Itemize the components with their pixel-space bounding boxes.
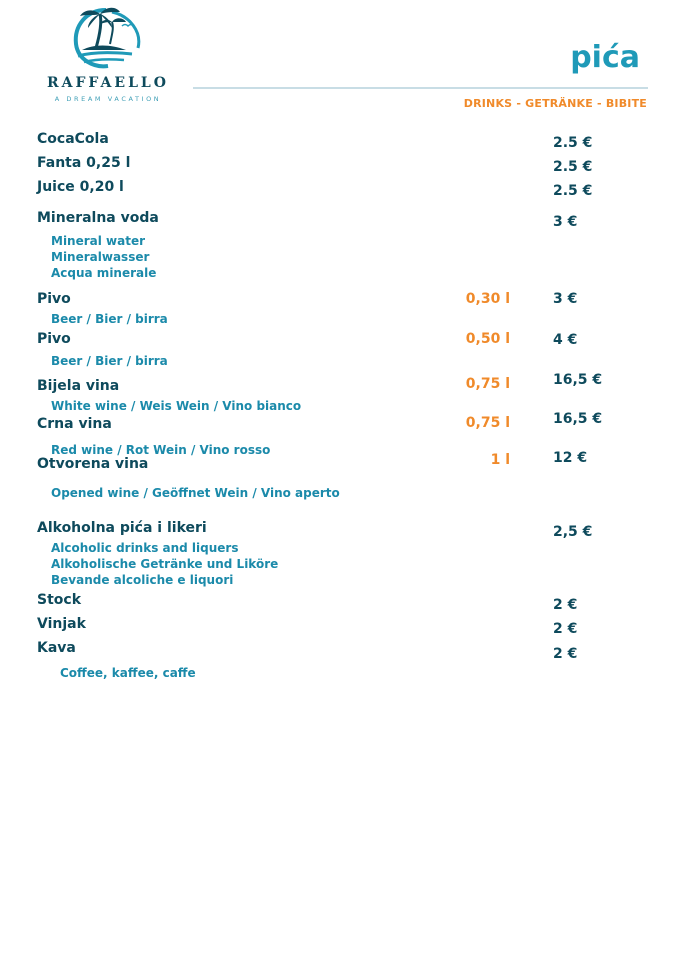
item-price-pivo-large: 4 €: [553, 332, 578, 348]
item-price-juice: 2.5 €: [553, 183, 593, 199]
item-sub-open-wine: Opened wine / Geöffnet Wein / Vino aperto: [51, 486, 340, 500]
item-volume-open-wine: 1 l: [490, 452, 510, 468]
item-sub-white-wine: White wine / Weis Wein / Vino bianco: [51, 399, 302, 413]
item-name-kava: Kava: [37, 640, 76, 656]
item-name-pivo-large: Pivo: [37, 331, 71, 347]
item-name-pivo-small: Pivo: [37, 291, 71, 307]
item-name-white-wine: Bijela vina: [37, 378, 120, 394]
item-price-open-wine: 12 €: [553, 450, 588, 466]
item-name-mineral: Mineralna voda: [37, 210, 159, 226]
header-divider: [193, 87, 648, 89]
item-price-red-wine: 16,5 €: [553, 411, 603, 427]
item-sub-mineral-de: Mineralwasser: [51, 250, 150, 264]
item-volume-pivo-large: 0,50 l: [465, 331, 510, 347]
item-sub-pivo-large: Beer / Bier / birra: [51, 354, 168, 368]
item-price-kava: 2 €: [553, 646, 578, 662]
item-price-cocacola: 2.5 €: [553, 135, 593, 151]
item-price-mineral: 3 €: [553, 214, 578, 230]
item-name-cocacola: CocaCola: [37, 131, 109, 147]
item-sub-alcohol-de: Alkoholische Getränke und Liköre: [51, 557, 279, 571]
item-sub-alcohol-en: Alcoholic drinks and liquers: [51, 541, 239, 555]
raffaello-logo: [38, 4, 178, 104]
item-price-stock: 2 €: [553, 597, 578, 613]
item-sub-mineral-it: Acqua minerale: [51, 266, 157, 280]
item-sub-pivo-small: Beer / Bier / birra: [51, 312, 168, 326]
item-sub-kava: Coffee, kaffee, caffe: [60, 666, 196, 680]
item-volume-pivo-small: 0,30 l: [465, 291, 510, 307]
brand-tagline: A DREAM VACATION: [54, 95, 162, 103]
item-name-vinjak: Vinjak: [37, 616, 86, 632]
item-name-red-wine: Crna vina: [37, 416, 112, 432]
item-price-fanta: 2.5 €: [553, 159, 593, 175]
page-title: pića: [570, 40, 640, 75]
item-volume-red-wine: 0,75 l: [465, 415, 510, 431]
item-price-white-wine: 16,5 €: [553, 372, 603, 388]
item-name-fanta: Fanta 0,25 l: [37, 155, 131, 171]
item-price-alcohol: 2,5 €: [553, 524, 593, 540]
item-name-alcohol: Alkoholna pića i likeri: [37, 520, 207, 536]
brand-name: RAFFAELLO: [47, 75, 169, 91]
item-sub-red-wine: Red wine / Rot Wein / Vino rosso: [51, 443, 271, 457]
item-name-open-wine: Otvorena vina: [37, 456, 149, 472]
palm-island-logo-icon: [66, 4, 146, 72]
item-price-vinjak: 2 €: [553, 621, 578, 637]
item-volume-white-wine: 0,75 l: [465, 376, 510, 392]
item-name-juice: Juice 0,20 l: [37, 179, 124, 195]
item-price-pivo-small: 3 €: [553, 291, 578, 307]
item-name-stock: Stock: [37, 592, 82, 608]
item-sub-mineral-en: Mineral water: [51, 234, 146, 248]
page-subtitle: DRINKS - GETRÄNKE - BIBITE: [463, 97, 647, 110]
item-sub-alcohol-it: Bevande alcoliche e liquori: [51, 573, 234, 587]
